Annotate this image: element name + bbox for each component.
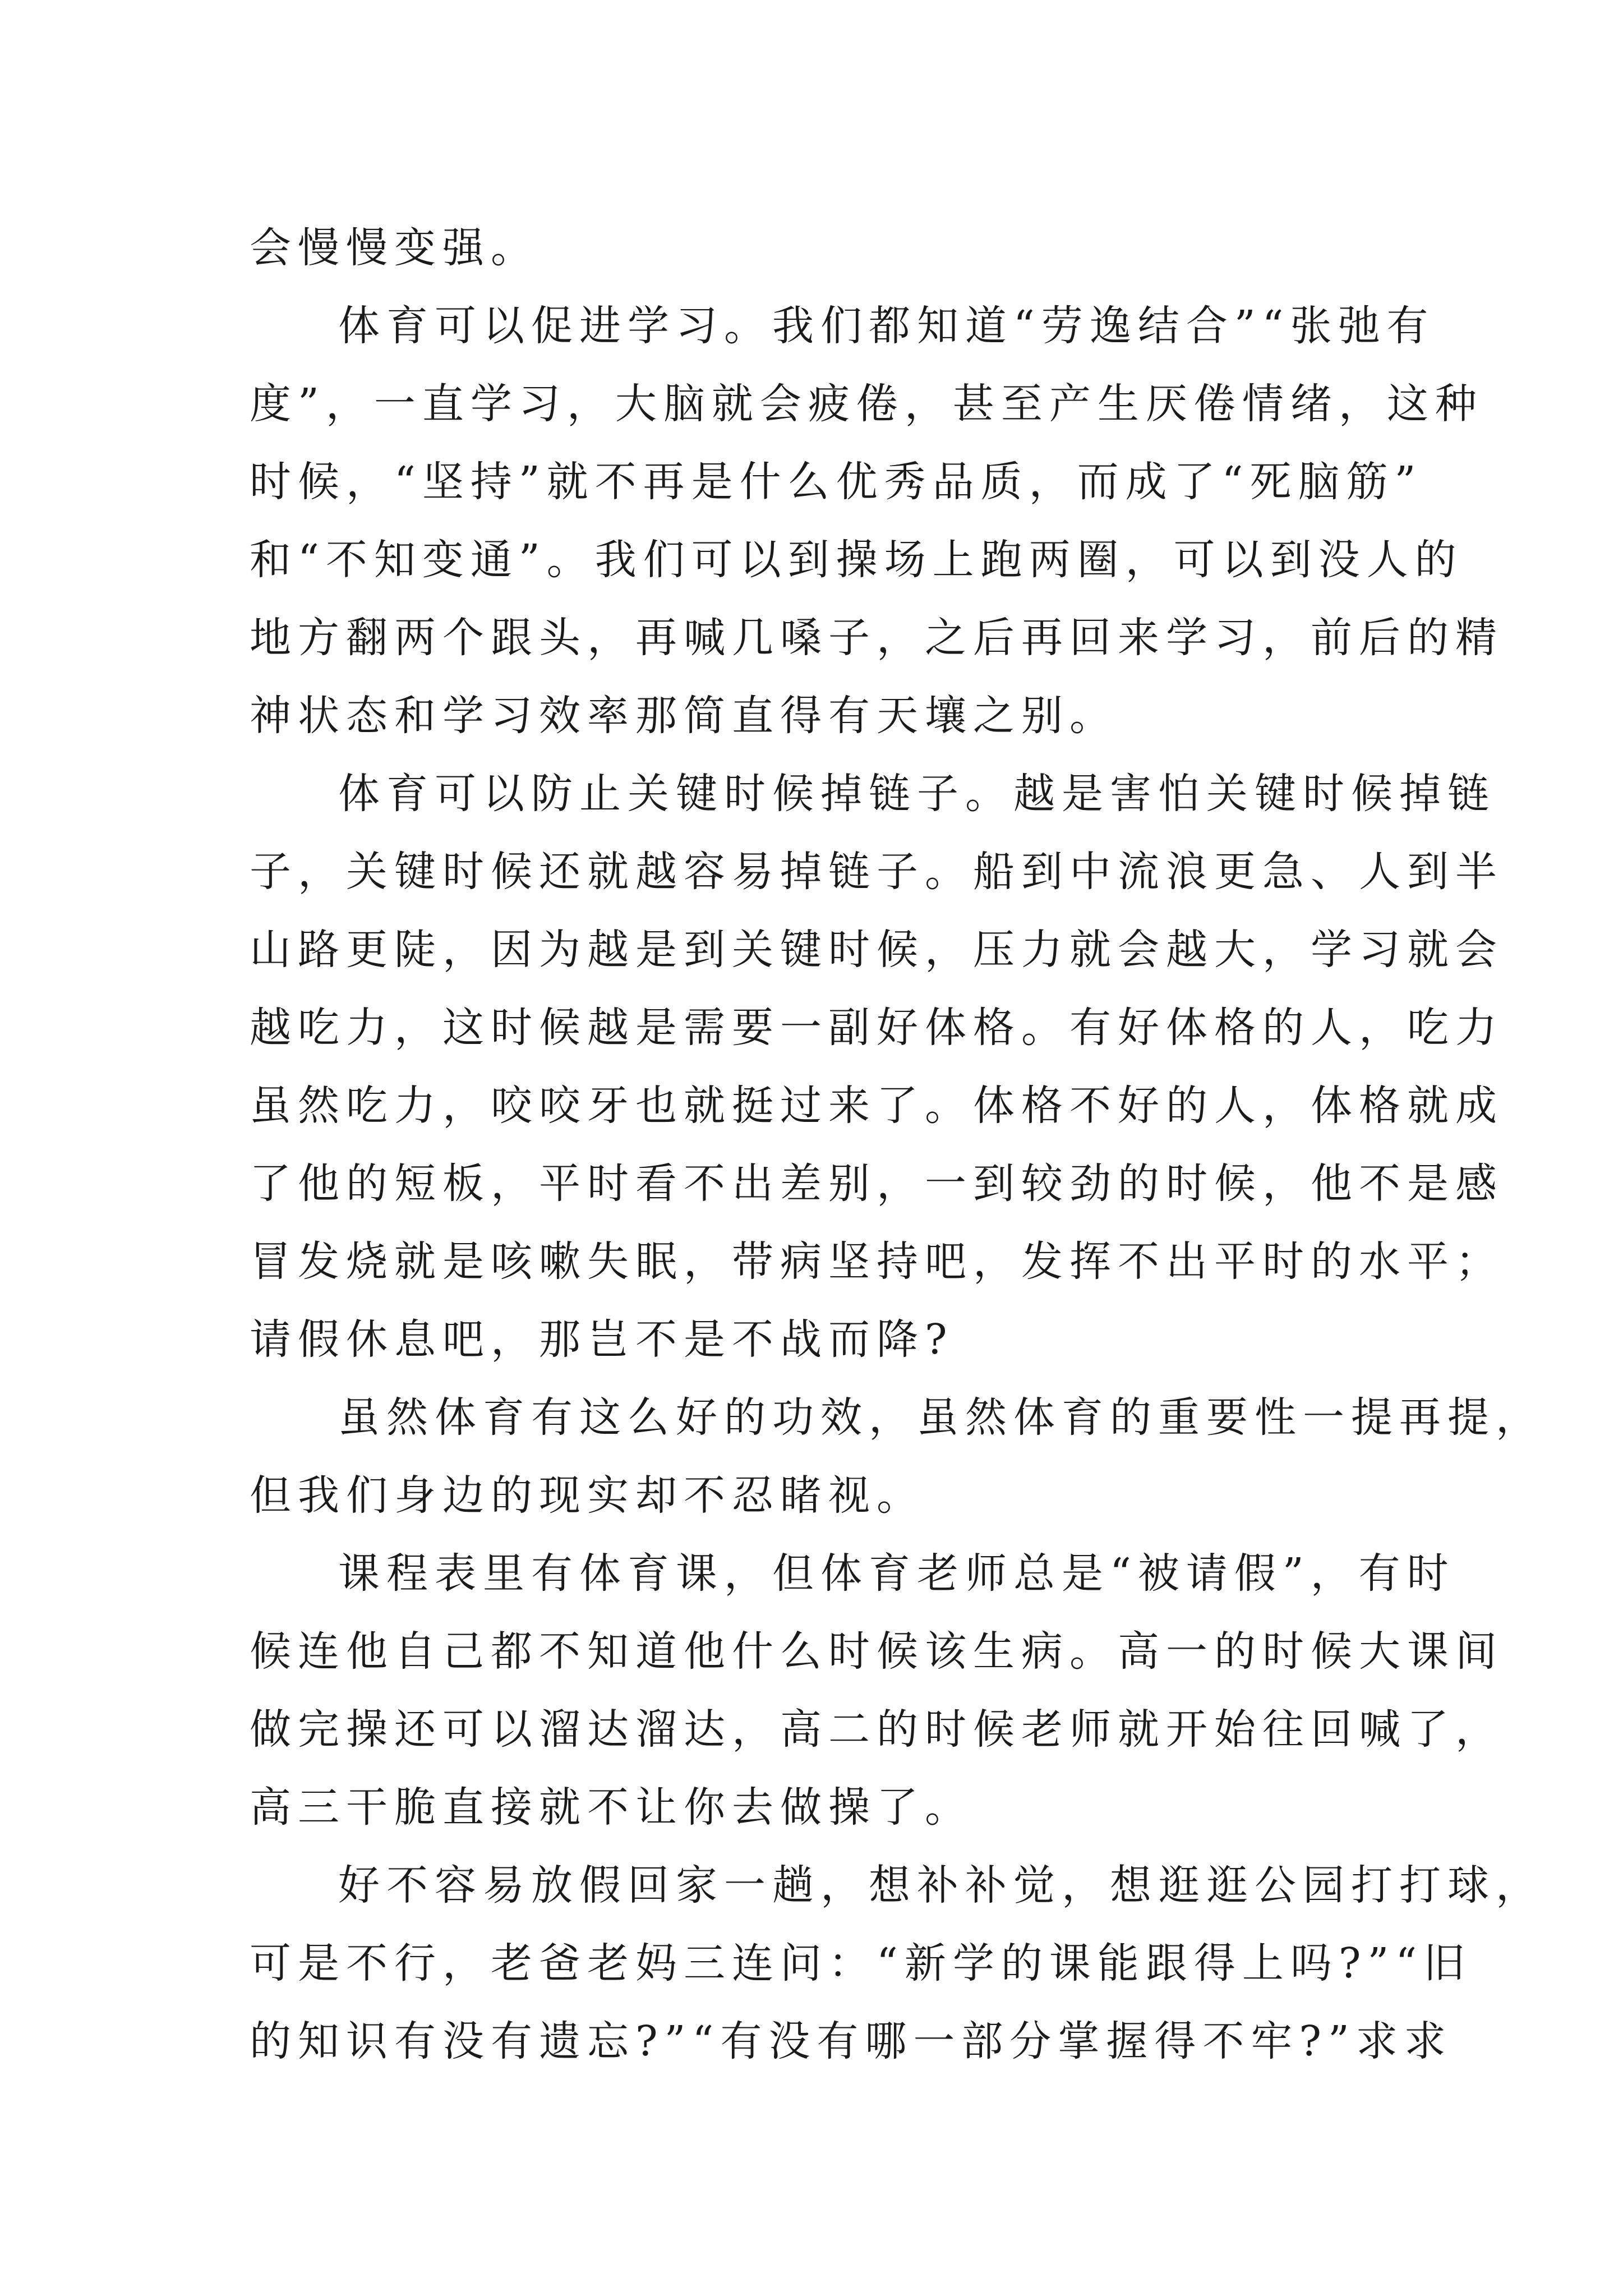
text-line: 高三干脆直接就不让你去做操了。 <box>250 1783 973 1832</box>
text-line: 了他的短板，平时看不出差别，一到较劲的时候，他不是感 <box>250 1159 1504 1208</box>
text-line: 做完操还可以溜达溜达，高二的时候老师就开始往回喊了， <box>250 1705 1504 1754</box>
text-line: 虽然吃力，咬咬牙也就挺过来了。体格不好的人，体格就成 <box>250 1082 1504 1130</box>
text-line: 越吃力，这时候越是需要一副好体格。有好体格的人，吃力 <box>250 1004 1504 1052</box>
text-line: 山路更陡，因为越是到关键时候，压力就会越大，学习就会 <box>250 926 1504 974</box>
text-line: 请假休息吧，那岂不是不战而降? <box>250 1315 954 1364</box>
text-line: 和“不知变通”。我们可以到操场上跑两圈，可以到没人的 <box>250 536 1463 584</box>
text-line: 会慢慢变强。 <box>250 224 539 272</box>
text-line: 神状态和学习效率那简直得有天壤之别。 <box>250 692 1118 740</box>
text-line: 的知识有没有遗忘?”“有没有哪一部分掌握得不牢?”求求 <box>250 2017 1453 2065</box>
text-line: 度”，一直学习，大脑就会疲倦，甚至产生厌倦情绪，这种 <box>250 380 1483 428</box>
document-body <box>250 209 1544 2081</box>
text-line: 候连他自己都不知道他什么时候该生病。高一的时候大课间 <box>250 1627 1504 1676</box>
text-line: 体育可以防止关键时候掉链子。越是害怕关键时候掉链 <box>338 770 1496 818</box>
text-line: 课程表里有体育课，但体育老师总是“被请假”，有时 <box>338 1549 1455 1598</box>
text-line: 好不容易放假回家一趟，想补补觉，想逛逛公园打打球， <box>338 1861 1544 1910</box>
text-line: 时候，“坚持”就不再是什么优秀品质，而成了“死脑筋” <box>250 458 1423 506</box>
text-line: 体育可以促进学习。我们都知道“劳逸结合”“张弛有 <box>338 302 1435 350</box>
text-line: 地方翻两个跟头，再喊几嗓子，之后再回来学习，前后的精 <box>250 614 1504 662</box>
text-line: 虽然体育有这么好的功效，虽然体育的重要性一提再提， <box>338 1393 1544 1442</box>
text-line: 可是不行，老爸老妈三连问：“新学的课能跟得上吗?”“旧 <box>250 1939 1472 1987</box>
text-line: 冒发烧就是咳嗽失眠，带病坚持吧，发挥不出平时的水平； <box>250 1237 1504 1286</box>
text-line: 子，关键时候还就越容易掉链子。船到中流浪更急、人到半 <box>250 848 1504 896</box>
text-line: 但我们身边的现实却不忍睹视。 <box>250 1471 925 1520</box>
